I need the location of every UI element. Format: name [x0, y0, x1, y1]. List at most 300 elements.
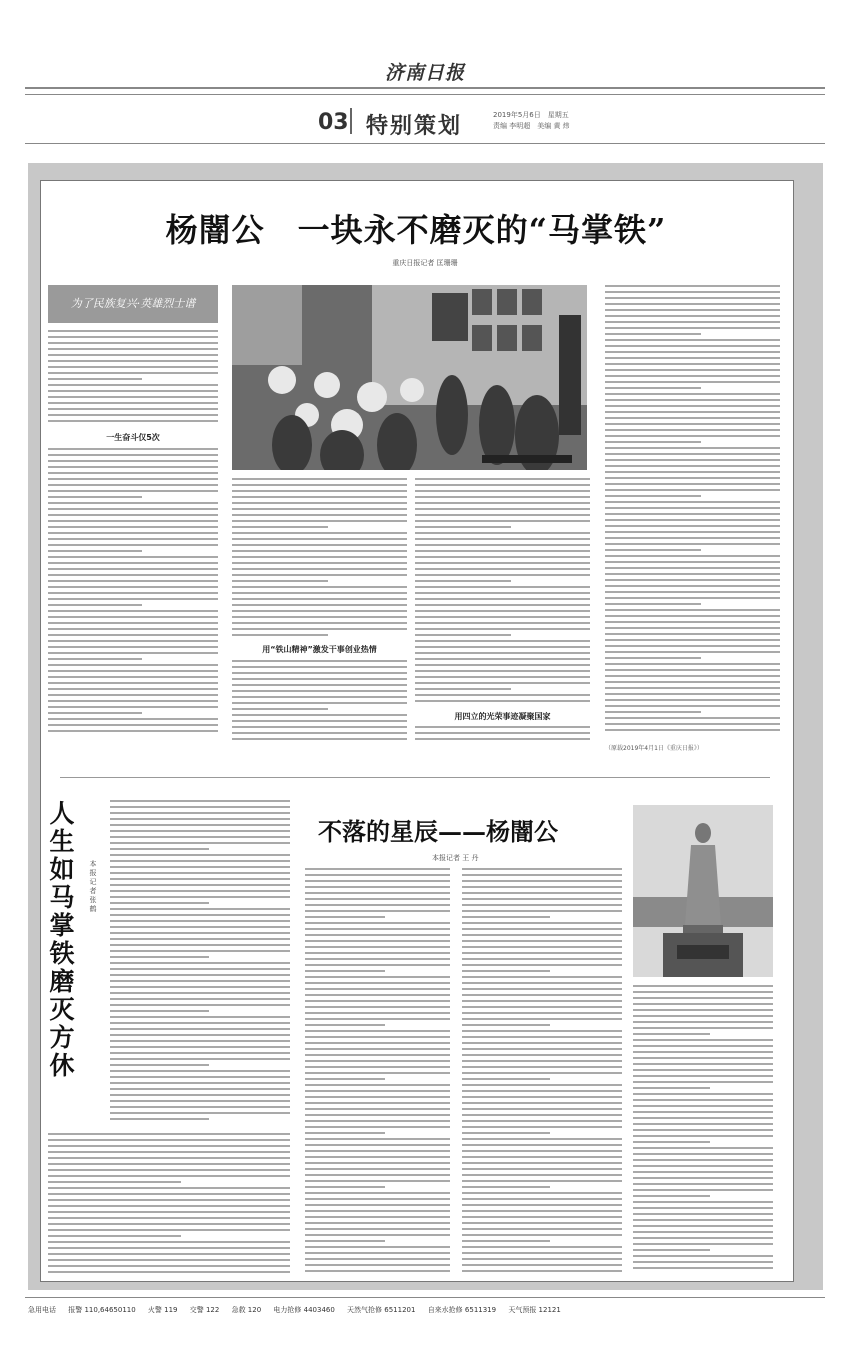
text-line — [415, 622, 590, 624]
text-line — [605, 633, 780, 635]
text-line — [48, 730, 218, 732]
text-line — [110, 1034, 290, 1036]
text-line — [605, 651, 780, 653]
text-line — [305, 1198, 450, 1200]
text-line — [633, 1171, 773, 1173]
text-line — [305, 1090, 450, 1092]
text-line — [232, 580, 328, 582]
text-line — [232, 672, 407, 674]
text-line — [305, 1132, 385, 1134]
text-line — [232, 598, 407, 600]
text-line — [48, 1205, 290, 1207]
text-line — [462, 898, 622, 900]
text-line — [232, 684, 407, 686]
text-line — [48, 598, 218, 600]
text-line — [305, 976, 450, 978]
text-line — [633, 1063, 773, 1065]
text-line — [110, 824, 290, 826]
text-line — [462, 1036, 622, 1038]
text-line — [232, 720, 407, 722]
lower-headline: 不落的星辰——杨闇公 — [318, 817, 558, 846]
text-line — [415, 646, 590, 648]
text-line — [48, 1193, 290, 1195]
text-line — [232, 520, 407, 522]
text-line — [605, 603, 701, 605]
text-line — [605, 363, 780, 365]
text-line — [462, 994, 622, 996]
text-line — [305, 1216, 450, 1218]
text-line — [48, 1241, 290, 1243]
text-line — [305, 1126, 450, 1128]
footer-item: 交警 122 — [189, 1306, 220, 1314]
text-line — [415, 640, 590, 642]
text-line — [110, 956, 209, 958]
text-line — [305, 1162, 450, 1164]
text-line — [462, 1216, 622, 1218]
text-line — [48, 652, 218, 654]
text-line — [48, 1259, 290, 1261]
text-line — [633, 1051, 773, 1053]
text-line — [415, 726, 590, 728]
text-line — [48, 490, 218, 492]
text-line — [48, 1265, 290, 1267]
text-line — [633, 1225, 773, 1227]
text-line — [48, 1217, 290, 1219]
text-line — [305, 916, 385, 918]
text-line — [48, 532, 218, 534]
text-line — [605, 321, 780, 323]
text-line — [633, 1219, 773, 1221]
text-line — [48, 508, 218, 510]
feature-column-2b — [232, 660, 407, 744]
text-line — [110, 968, 290, 970]
footer-item: 急救 120 — [231, 1306, 262, 1314]
text-line — [415, 658, 590, 660]
text-line — [462, 1210, 622, 1212]
text-line — [305, 1006, 450, 1008]
text-line — [605, 291, 780, 293]
text-line — [633, 1081, 773, 1083]
text-line — [633, 1027, 773, 1029]
text-line — [462, 1138, 622, 1140]
text-line — [462, 1120, 622, 1122]
text-line — [462, 1198, 622, 1200]
text-line — [633, 1087, 710, 1089]
text-line — [462, 1270, 622, 1272]
text-line — [110, 1112, 290, 1114]
text-line — [605, 309, 780, 311]
text-line — [305, 970, 385, 972]
text-line — [110, 938, 290, 940]
text-line — [305, 940, 450, 942]
text-line — [232, 514, 407, 516]
text-line — [232, 604, 407, 606]
text-line — [48, 1271, 290, 1273]
text-line — [305, 1252, 450, 1254]
text-line — [48, 592, 218, 594]
text-line — [462, 1090, 622, 1092]
text-line — [110, 1040, 290, 1042]
text-line — [110, 1082, 290, 1084]
text-line — [305, 1192, 450, 1194]
text-line — [48, 372, 218, 374]
text-line — [48, 484, 218, 486]
text-line — [462, 934, 622, 936]
text-line — [605, 711, 701, 713]
text-line — [48, 1151, 290, 1153]
text-line — [48, 1163, 290, 1165]
text-line — [48, 700, 218, 702]
text-line — [633, 1249, 710, 1251]
text-line — [605, 639, 780, 641]
text-line — [462, 1066, 622, 1068]
text-line — [232, 508, 407, 510]
text-line — [305, 1156, 450, 1158]
text-line — [605, 411, 780, 413]
text-line — [605, 543, 780, 545]
text-line — [110, 1100, 290, 1102]
text-line — [110, 986, 290, 988]
text-line — [605, 537, 780, 539]
text-line — [48, 1247, 290, 1249]
text-line — [415, 688, 511, 690]
text-line — [232, 538, 407, 540]
text-line — [48, 658, 142, 660]
text-line — [462, 976, 622, 978]
text-line — [305, 1246, 450, 1248]
masthead-rule-thin — [25, 94, 825, 95]
text-line — [415, 496, 590, 498]
text-line — [633, 1159, 773, 1161]
text-line — [305, 1240, 385, 1242]
text-line — [232, 732, 407, 734]
text-line — [462, 1084, 622, 1086]
text-line — [110, 1010, 209, 1012]
text-line — [633, 1201, 773, 1203]
text-line — [605, 465, 780, 467]
text-line — [462, 1012, 622, 1014]
footer-item: 火警 119 — [147, 1306, 178, 1314]
text-line — [462, 1054, 622, 1056]
text-line — [110, 872, 290, 874]
text-line — [605, 645, 780, 647]
text-line — [462, 1180, 622, 1182]
text-line — [48, 336, 218, 338]
text-line — [305, 928, 450, 930]
text-line — [415, 514, 590, 516]
text-line — [605, 615, 780, 617]
text-line — [633, 991, 773, 993]
text-line — [605, 663, 780, 665]
text-line — [415, 738, 590, 740]
text-line — [633, 1231, 773, 1233]
text-line — [462, 1168, 622, 1170]
text-line — [110, 902, 209, 904]
text-line — [605, 597, 780, 599]
text-line — [462, 880, 622, 882]
text-line — [48, 1229, 290, 1231]
text-line — [462, 1072, 622, 1074]
side-article-title: 人生如马掌铁磨灭方休 — [49, 799, 75, 1080]
text-line — [462, 1186, 550, 1188]
text-line — [633, 1195, 710, 1197]
text-line — [605, 369, 780, 371]
text-line — [415, 610, 590, 612]
text-line — [605, 333, 701, 335]
text-line — [633, 1213, 773, 1215]
text-line — [605, 357, 780, 359]
text-line — [415, 670, 590, 672]
text-line — [605, 315, 780, 317]
text-line — [605, 459, 780, 461]
text-line — [48, 622, 218, 624]
text-line — [48, 454, 218, 456]
text-line — [305, 922, 450, 924]
text-line — [415, 520, 590, 522]
text-line — [415, 652, 590, 654]
text-line — [462, 922, 622, 924]
text-line — [110, 1004, 290, 1006]
feature-subhead-1: 一生奋斗仅5次 — [106, 433, 160, 442]
text-line — [48, 414, 218, 416]
text-line — [605, 483, 780, 485]
text-line — [110, 980, 290, 982]
text-line — [232, 634, 328, 636]
text-line — [48, 562, 218, 564]
text-line — [462, 1240, 550, 1242]
text-line — [305, 1054, 450, 1056]
text-line — [110, 1064, 209, 1066]
text-line — [232, 562, 407, 564]
text-line — [633, 1255, 773, 1257]
text-line — [48, 360, 218, 362]
text-line — [305, 904, 450, 906]
text-line — [305, 874, 450, 876]
text-line — [232, 690, 407, 692]
text-line — [110, 926, 290, 928]
text-line — [110, 914, 290, 916]
footer-item: 天然气抢修 6511201 — [347, 1306, 416, 1314]
feature-byline: 重庆日报记者 匡珊珊 — [392, 259, 458, 267]
text-line — [48, 1211, 290, 1213]
text-line — [110, 812, 290, 814]
text-line — [415, 682, 590, 684]
text-line — [605, 591, 780, 593]
text-line — [232, 526, 328, 528]
text-line — [633, 1033, 710, 1035]
text-line — [110, 848, 209, 850]
text-line — [462, 1030, 622, 1032]
text-line — [305, 1186, 385, 1188]
text-line — [110, 830, 290, 832]
text-line — [462, 1042, 622, 1044]
text-line — [48, 718, 218, 720]
text-line — [605, 399, 780, 401]
footer-item: 自来水抢修 6511319 — [427, 1306, 497, 1314]
text-line — [415, 550, 590, 552]
text-line — [48, 496, 142, 498]
text-line — [110, 890, 290, 892]
text-line — [605, 705, 780, 707]
text-line — [415, 532, 590, 534]
text-line — [462, 910, 622, 912]
text-line — [110, 1028, 290, 1030]
text-line — [605, 561, 780, 563]
text-line — [462, 1258, 622, 1260]
text-line — [48, 634, 218, 636]
feature-column-2 — [232, 478, 407, 640]
text-line — [415, 586, 590, 588]
text-line — [110, 1076, 290, 1078]
text-line — [110, 842, 290, 844]
text-line — [605, 297, 780, 299]
date-line: 2019年5月6日 星期五 责编 李明超 美编 黄 炜 — [493, 111, 570, 130]
text-line — [48, 502, 218, 504]
section-title: 特别策划 — [366, 114, 463, 139]
text-line — [462, 1150, 622, 1152]
text-line — [48, 544, 218, 546]
feature-column-3b — [415, 726, 590, 744]
text-line — [305, 946, 450, 948]
text-line — [462, 1144, 622, 1146]
text-line — [305, 1180, 450, 1182]
text-line — [633, 1243, 773, 1245]
text-line — [605, 657, 701, 659]
text-line — [462, 946, 622, 948]
text-line — [305, 952, 450, 954]
feature-banner: 为了民族复兴·英雄烈士谱 — [48, 285, 218, 323]
text-line — [305, 982, 450, 984]
text-line — [415, 490, 590, 492]
lower-column-3 — [633, 985, 773, 1273]
text-line — [232, 660, 407, 662]
text-line — [415, 694, 590, 696]
text-line — [232, 738, 407, 740]
text-line — [48, 676, 218, 678]
text-line — [305, 1048, 450, 1050]
text-line — [110, 1088, 290, 1090]
text-line — [48, 670, 218, 672]
text-line — [305, 1018, 450, 1020]
text-line — [415, 700, 590, 702]
text-line — [605, 729, 780, 731]
text-line — [605, 453, 780, 455]
lower-byline: 本报记者 王 丹 — [432, 854, 479, 862]
text-line — [633, 1069, 773, 1071]
text-line — [110, 1106, 290, 1108]
text-line — [605, 681, 780, 683]
text-line — [110, 854, 290, 856]
text-line — [232, 708, 328, 710]
newspaper-logo: 济南日报 — [385, 62, 466, 84]
side-article-column-b — [48, 1133, 290, 1277]
text-line — [305, 1108, 450, 1110]
text-line — [232, 550, 407, 552]
text-line — [633, 1015, 773, 1017]
text-line — [605, 285, 780, 287]
text-line — [605, 717, 780, 719]
footer-item: 急用电话 — [28, 1306, 56, 1314]
text-line — [232, 574, 407, 576]
text-line — [605, 423, 780, 425]
text-line — [305, 1174, 450, 1176]
page-separator — [350, 108, 352, 134]
text-line — [462, 952, 622, 954]
text-line — [48, 448, 218, 450]
text-line — [48, 1199, 290, 1201]
text-line — [462, 904, 622, 906]
text-line — [48, 706, 218, 708]
text-line — [110, 800, 290, 802]
text-line — [48, 466, 218, 468]
text-line — [48, 640, 218, 642]
text-line — [605, 621, 780, 623]
text-line — [48, 342, 218, 344]
feature-subhead-3: 用四立的光荣事迹凝聚国家 — [454, 712, 551, 721]
text-line — [462, 1222, 622, 1224]
text-line — [110, 950, 290, 952]
text-line — [462, 958, 622, 960]
text-line — [605, 549, 701, 551]
feature-headline: 杨闇公 一块永不磨灭的“马掌铁” — [165, 211, 667, 249]
text-line — [232, 478, 407, 480]
text-line — [48, 1253, 290, 1255]
feature-column-3 — [415, 478, 590, 706]
text-line — [462, 1204, 622, 1206]
text-line — [305, 1150, 450, 1152]
text-line — [110, 998, 290, 1000]
text-line — [110, 1046, 290, 1048]
text-line — [415, 502, 590, 504]
text-line — [633, 1237, 773, 1239]
text-line — [605, 405, 780, 407]
text-line — [305, 1258, 450, 1260]
text-line — [232, 502, 407, 504]
text-line — [462, 892, 622, 894]
text-line — [110, 1022, 290, 1024]
text-line — [633, 1057, 773, 1059]
text-line — [605, 501, 780, 503]
text-line — [605, 477, 780, 479]
feature-column-4 — [605, 285, 780, 735]
text-line — [415, 732, 590, 734]
text-line — [110, 908, 290, 910]
text-line — [605, 723, 780, 725]
text-line — [305, 1066, 450, 1068]
text-line — [48, 460, 218, 462]
text-line — [605, 699, 780, 701]
text-line — [48, 520, 218, 522]
text-line — [462, 1156, 622, 1158]
side-article-byline: 本报记者 张鹤 — [89, 860, 97, 913]
text-line — [305, 1204, 450, 1206]
text-line — [305, 1120, 450, 1122]
text-line — [462, 1192, 622, 1194]
text-line — [633, 1009, 773, 1011]
text-line — [605, 513, 780, 515]
text-line — [415, 484, 590, 486]
text-line — [462, 1006, 622, 1008]
text-line — [415, 526, 511, 528]
text-line — [232, 666, 407, 668]
text-line — [305, 1084, 450, 1086]
text-line — [305, 1060, 450, 1062]
text-line — [462, 1228, 622, 1230]
text-line — [605, 507, 780, 509]
text-line — [110, 962, 290, 964]
text-line — [305, 868, 450, 870]
text-line — [48, 1175, 290, 1177]
